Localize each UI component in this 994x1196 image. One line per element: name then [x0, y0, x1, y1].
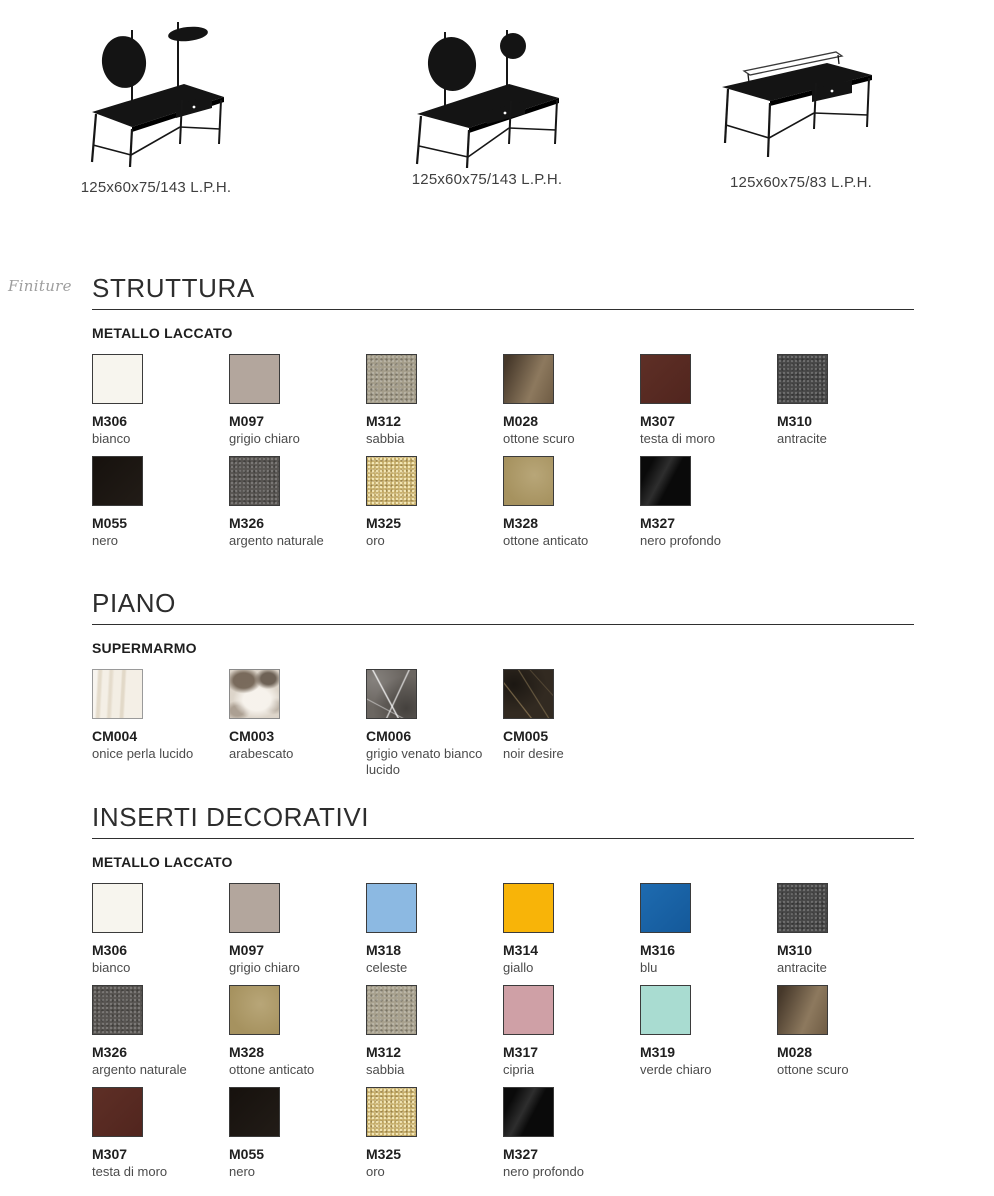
swatch-name: cipria [503, 1062, 535, 1077]
swatch-code: CM003 [229, 728, 275, 744]
section-piano [92, 588, 914, 777]
swatch-cell [229, 456, 366, 558]
swatch-cell [229, 1087, 366, 1189]
finish-swatch [92, 354, 143, 404]
finish-swatch [366, 883, 417, 933]
swatch-code: M028 [777, 1044, 813, 1060]
swatch-cell [503, 354, 640, 456]
swatch-grid-inserti [92, 883, 914, 1189]
finiture-label: Finiture [8, 277, 72, 295]
finish-swatch [777, 354, 828, 404]
swatch-cell [366, 354, 503, 456]
swatch-code: M319 [640, 1044, 676, 1060]
swatch-name: giallo [503, 960, 534, 975]
finish-swatch [777, 985, 828, 1035]
finish-swatch [366, 669, 417, 719]
swatch-cell [366, 985, 503, 1087]
section-title: INSERTI DECORATIVI [92, 803, 914, 839]
swatch-name: sabbia [366, 1062, 405, 1077]
swatch-code: M307 [640, 413, 676, 429]
finish-swatch [640, 354, 691, 404]
swatch-name: nero profondo [503, 1164, 584, 1179]
swatch-code: M306 [92, 413, 128, 429]
product-figure-3 [712, 45, 882, 165]
finish-swatch [503, 354, 554, 404]
swatch-name: sabbia [366, 431, 405, 446]
finish-swatch [777, 883, 828, 933]
swatch-cell [777, 354, 914, 456]
finish-swatch [366, 354, 417, 404]
swatch-name: argento naturale [229, 533, 324, 548]
swatch-cell [503, 669, 640, 771]
swatch-code: M316 [640, 942, 676, 958]
swatch-grid-piano [92, 669, 914, 777]
swatch-code: M312 [366, 413, 402, 429]
swatch-code: M097 [229, 942, 265, 958]
swatch-cell [640, 883, 777, 985]
swatch-code: M312 [366, 1044, 402, 1060]
swatch-cell [640, 354, 777, 456]
swatch-name: grigio venato bianco lucido [366, 746, 483, 777]
group-title: METALLO LACCATO [92, 854, 233, 870]
desk-with-back-rail-icon [712, 45, 882, 165]
swatch-cell [92, 456, 229, 558]
swatch-cell [229, 985, 366, 1087]
swatch-cell [92, 354, 229, 456]
swatch-code: M307 [92, 1146, 128, 1162]
swatch-code: M327 [503, 1146, 539, 1162]
swatch-code: M326 [92, 1044, 128, 1060]
swatch-code: M097 [229, 413, 265, 429]
swatch-name: oro [366, 1164, 385, 1179]
product-dimensions-3: 125x60x75/83 L.P.H. [730, 174, 872, 191]
swatch-code: M317 [503, 1044, 539, 1060]
swatch-name: celeste [366, 960, 408, 975]
swatch-code: M325 [366, 515, 402, 531]
swatch-code: M055 [92, 515, 128, 531]
finish-swatch [503, 985, 554, 1035]
swatch-name: verde chiaro [640, 1062, 712, 1077]
finish-swatch [229, 883, 280, 933]
finish-swatch [503, 669, 554, 719]
section-struttura [92, 274, 914, 558]
swatch-name: grigio chiaro [229, 431, 300, 446]
swatch-name: testa di moro [92, 1164, 168, 1179]
swatch-cell [366, 883, 503, 985]
swatch-cell [366, 456, 503, 558]
swatch-name: ottone scuro [777, 1062, 849, 1077]
swatch-cell [366, 1087, 503, 1189]
swatch-name: bianco [92, 431, 131, 446]
swatch-cell [777, 883, 914, 985]
swatch-cell [92, 883, 229, 985]
finish-swatch [503, 456, 554, 506]
swatch-name: ottone scuro [503, 431, 575, 446]
product-figure-1 [72, 12, 232, 172]
swatch-code: M325 [366, 1146, 402, 1162]
finish-swatch [229, 354, 280, 404]
finish-swatch [366, 985, 417, 1035]
swatch-cell [503, 985, 640, 1087]
swatch-cell [229, 354, 366, 456]
swatch-name: nero [92, 533, 119, 548]
swatch-name: antracite [777, 431, 827, 446]
finish-swatch [640, 883, 691, 933]
swatch-name: ottone anticato [229, 1062, 315, 1077]
swatch-code: M310 [777, 413, 813, 429]
finish-swatch [92, 456, 143, 506]
finish-swatch [366, 456, 417, 506]
swatch-code: M314 [503, 942, 539, 958]
swatch-grid-struttura [92, 354, 914, 558]
swatch-name: argento naturale [92, 1062, 187, 1077]
swatch-name: ottone anticato [503, 533, 589, 548]
finish-swatch [229, 1087, 280, 1137]
section-inserti-decorativi [92, 803, 914, 1189]
finish-swatch [640, 985, 691, 1035]
swatch-cell [503, 1087, 640, 1189]
swatch-code: CM004 [92, 728, 138, 744]
group-title: METALLO LACCATO [92, 325, 233, 341]
swatch-code: CM006 [366, 728, 412, 744]
swatch-name: antracite [777, 960, 827, 975]
vanity-desk-mirror-and-tray-icon [72, 12, 232, 172]
swatch-code: M306 [92, 942, 128, 958]
swatch-cell [229, 669, 366, 771]
swatch-cell [503, 456, 640, 558]
finish-swatch [229, 456, 280, 506]
swatch-code: M318 [366, 942, 402, 958]
swatch-cell [640, 985, 777, 1087]
finish-swatch [366, 1087, 417, 1137]
swatch-code: M055 [229, 1146, 265, 1162]
swatch-name: nero [229, 1164, 256, 1179]
finish-swatch [92, 883, 143, 933]
swatch-name: onice perla lucido [92, 746, 194, 761]
finish-swatch [92, 985, 143, 1035]
finish-swatch [92, 1087, 143, 1137]
swatch-cell [503, 883, 640, 985]
product-dimensions-2: 125x60x75/143 L.P.H. [411, 171, 563, 188]
swatch-code: M028 [503, 413, 539, 429]
finish-swatch [229, 669, 280, 719]
swatch-code: M328 [229, 1044, 265, 1060]
swatch-name: arabescato [229, 746, 294, 761]
swatch-cell [777, 985, 914, 1087]
product-dimensions-1: 125x60x75/143 L.P.H. [80, 179, 232, 196]
swatch-name: oro [366, 533, 385, 548]
finish-swatch [92, 669, 143, 719]
swatch-cell [92, 669, 229, 771]
swatch-code: M328 [503, 515, 539, 531]
vanity-desk-two-mirrors-icon [407, 16, 567, 176]
swatch-cell [640, 456, 777, 558]
finish-swatch [640, 456, 691, 506]
swatch-name: grigio chiaro [229, 960, 300, 975]
swatch-code: CM005 [503, 728, 549, 744]
swatch-code: M327 [640, 515, 676, 531]
swatch-cell [92, 1087, 229, 1189]
finish-swatch [229, 985, 280, 1035]
swatch-code: M326 [229, 515, 265, 531]
section-title: STRUTTURA [92, 274, 914, 310]
swatch-name: bianco [92, 960, 131, 975]
swatch-cell [92, 985, 229, 1087]
swatch-code: M310 [777, 942, 813, 958]
swatch-name: noir desire [503, 746, 564, 761]
finish-swatch [503, 1087, 554, 1137]
swatch-name: blu [640, 960, 658, 975]
product-figure-2 [407, 16, 567, 176]
swatch-name: nero profondo [640, 533, 721, 548]
finish-swatch [503, 883, 554, 933]
swatch-cell [229, 883, 366, 985]
swatch-cell [366, 669, 503, 777]
section-title: PIANO [92, 589, 914, 625]
swatch-name: testa di moro [640, 431, 716, 446]
group-title: SUPERMARMO [92, 640, 197, 656]
